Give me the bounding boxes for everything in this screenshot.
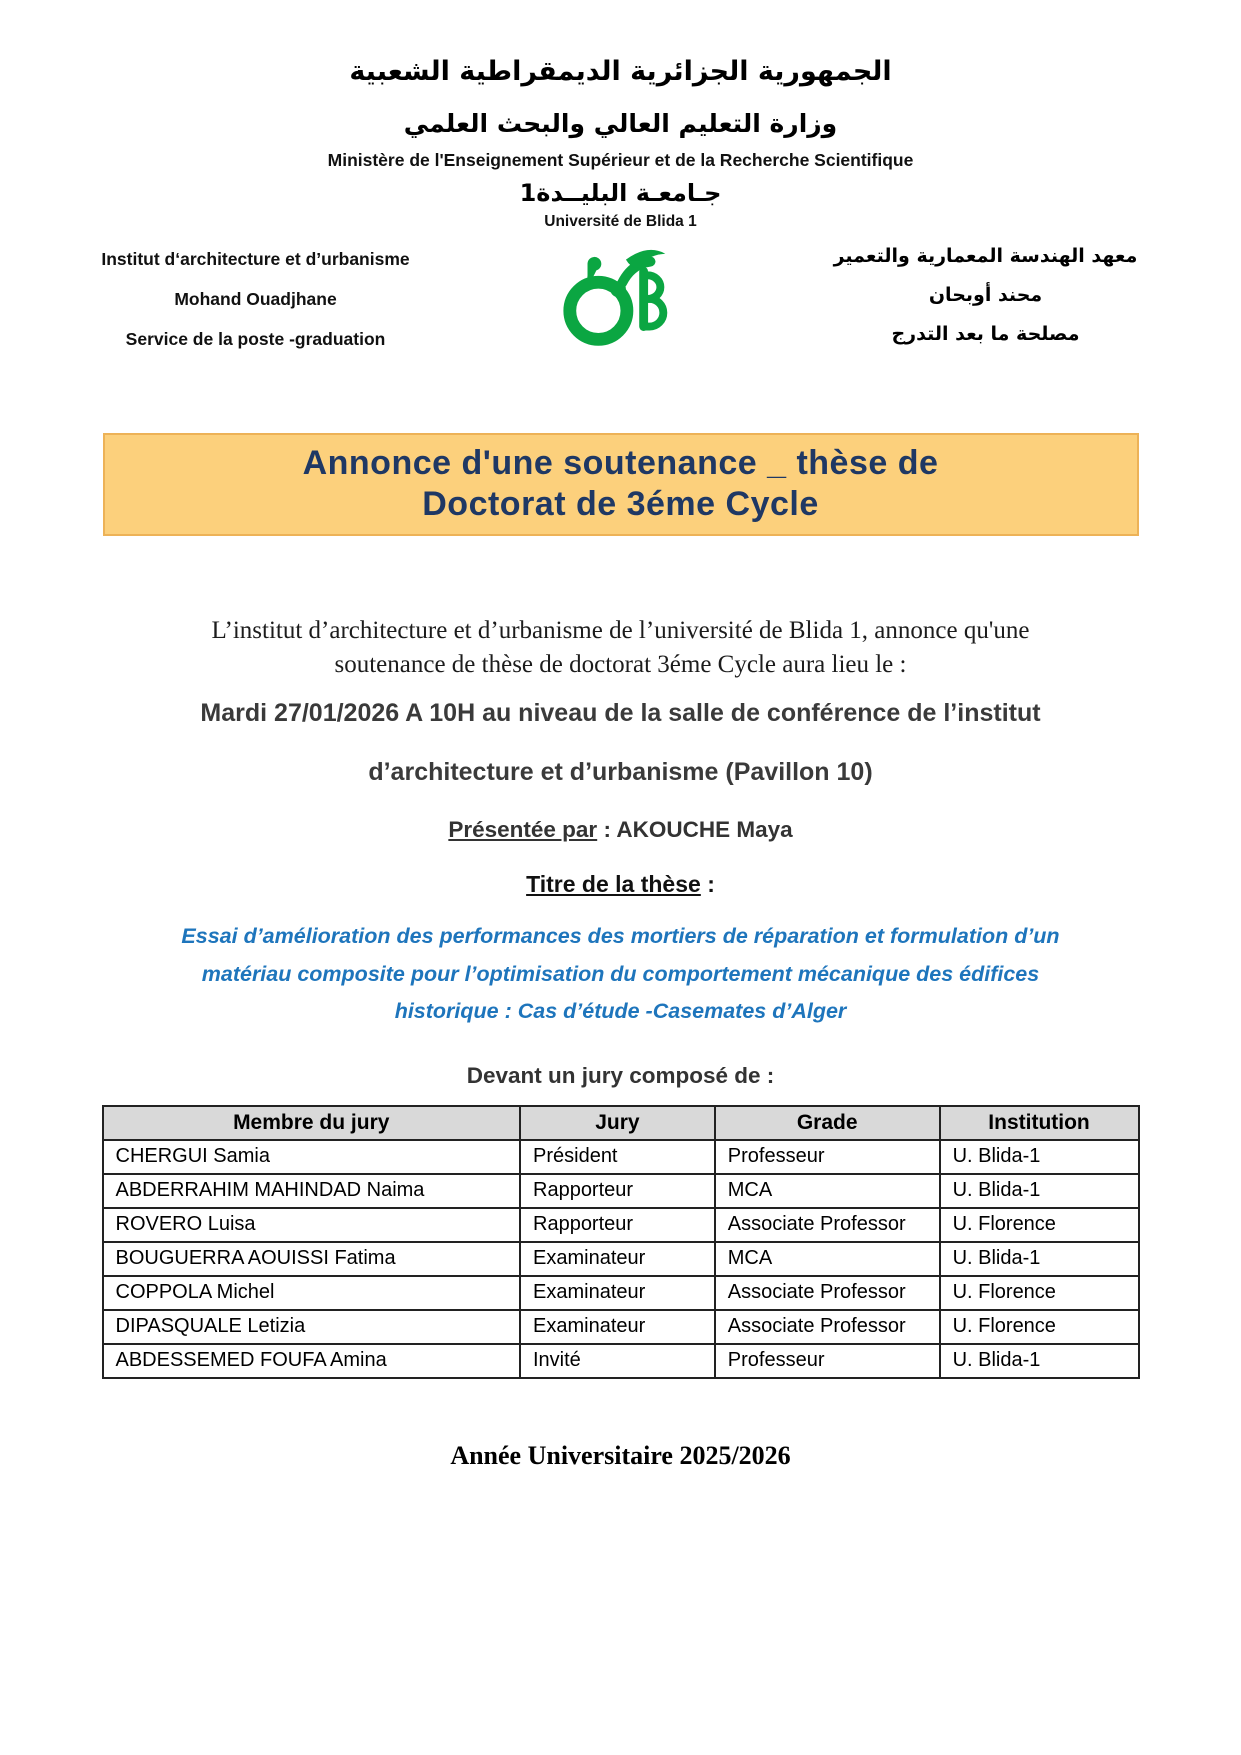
table-cell: U. Blida-1 [940, 1242, 1139, 1276]
jury-section-heading: Devant un jury composé de : [466, 1062, 775, 1088]
institute-name-fr: Institut d‘architecture et d’urbanisme [101, 249, 410, 269]
table-header-cell: Grade [715, 1106, 940, 1140]
table-cell: Invité [520, 1344, 715, 1378]
thesis-title-line2: matériau composite pour l’optimisation du comportement mécanique des édifices [201, 961, 1040, 986]
presented-by-line [0, 817, 1241, 843]
table-cell: CHERGUI Samia [103, 1140, 521, 1174]
academic-year-footer: Année Universitaire 2025/2026 [450, 1440, 791, 1470]
table-cell: U. Blida-1 [940, 1344, 1139, 1378]
intro-line1: L’institut d’architecture et d’urbanisme de l’université de Blida 1, annonce qu'une [211, 616, 1030, 644]
table-cell: U. Florence [940, 1276, 1139, 1310]
organisation-header-row [36, 237, 1206, 369]
table-cell: BOUGUERRA AOUISSI Fatima [103, 1242, 521, 1276]
intro-line2: soutenance de thèse de doctorat 3éme Cycle aura lieu le : [334, 651, 907, 679]
table-row [103, 1140, 1139, 1174]
table-cell: DIPASQUALE Letizia [103, 1310, 521, 1344]
jury-table [102, 1105, 1140, 1379]
table-cell: MCA [715, 1242, 940, 1276]
institute-person-ar: محند أوبحان [928, 284, 1043, 306]
table-cell: Examinateur [520, 1276, 715, 1310]
thesis-title-heading [0, 871, 1241, 898]
table-cell: Professeur [715, 1344, 940, 1378]
announcement-banner [103, 433, 1139, 536]
table-cell: ABDESSEMED FOUFA Amina [103, 1344, 521, 1378]
university-logo [476, 237, 766, 364]
jury-table-body [103, 1140, 1139, 1378]
table-cell: Président [520, 1140, 715, 1174]
ministry-fr-line: Ministère de l'Enseignement Supérieur et de la Recherche Scientifique [327, 150, 914, 170]
table-header-cell: Membre du jury [103, 1106, 521, 1140]
table-header-cell: Institution [940, 1106, 1139, 1140]
table-cell: ROVERO Luisa [103, 1208, 521, 1242]
table-cell: Examinateur [520, 1310, 715, 1344]
intro-paragraph [0, 614, 1241, 683]
table-cell: Professeur [715, 1140, 940, 1174]
table-row [103, 1276, 1139, 1310]
banner-title-line1: Annonce d'une soutenance _ thèse de [302, 444, 939, 482]
institute-name-ar: معهد الهندسة المعمارية والتعمير [833, 245, 1138, 267]
thesis-title-label: Titre de la thèse [526, 870, 701, 897]
defense-location-line: d’architecture et d’urbanisme (Pavillon 10) [368, 757, 873, 786]
table-cell: Associate Professor [715, 1310, 940, 1344]
table-cell: Associate Professor [715, 1276, 940, 1310]
table-cell: U. Florence [940, 1310, 1139, 1344]
table-cell: U. Florence [940, 1208, 1139, 1242]
table-cell: Examinateur [520, 1242, 715, 1276]
institute-block-fr [36, 237, 476, 369]
institute-person-fr: Mohand Ouadjhane [174, 289, 337, 309]
table-row [103, 1344, 1139, 1378]
table-cell: Rapporteur [520, 1208, 715, 1242]
table-header-cell: Jury [520, 1106, 715, 1140]
thesis-title [0, 918, 1241, 1031]
table-cell: COPPOLA Michel [103, 1276, 521, 1310]
arabic-ministry-line: وزارة التعليم العالي والبحث العلمي [403, 109, 838, 138]
table-row [103, 1174, 1139, 1208]
postgraduation-service-fr: Service de la poste -graduation [125, 329, 386, 349]
table-cell: ABDERRAHIM MAHINDAD Naima [103, 1174, 521, 1208]
table-cell: Rapporteur [520, 1174, 715, 1208]
banner-title-line2: Doctorat de 3éme Cycle [422, 485, 819, 524]
table-header-row [103, 1106, 1139, 1140]
thesis-title-colon: : [700, 870, 715, 897]
presented-by-label: Présentée par [448, 816, 598, 842]
table-row [103, 1208, 1139, 1242]
university-fr-line: Université de Blida 1 [544, 213, 697, 230]
candidate-name: : AKOUCHE Maya [597, 816, 793, 842]
blida-university-logo-icon [557, 237, 685, 364]
table-row [103, 1310, 1139, 1344]
table-cell: Associate Professor [715, 1208, 940, 1242]
thesis-title-line3: historique : Cas d’étude -Casemates d’Alger [394, 999, 847, 1024]
arabic-republic-line: الجمهورية الجزائرية الديمقراطية الشعبية [349, 56, 892, 87]
table-cell: U. Blida-1 [940, 1140, 1139, 1174]
institute-block-ar [766, 237, 1206, 362]
table-row [103, 1242, 1139, 1276]
table-cell: U. Blida-1 [940, 1174, 1139, 1208]
thesis-title-line1: Essai d’amélioration des performances des mortiers de réparation et formulation d’un [181, 923, 1060, 948]
postgraduation-service-ar: مصلحة ما بعد التدرج [891, 323, 1080, 345]
defense-datetime-line: Mardi 27/01/2026 A 10H au niveau de la salle de conférence de l’institut [200, 698, 1041, 727]
arabic-university-line: جـامعـة البليــدة1 [519, 179, 722, 207]
table-cell: MCA [715, 1174, 940, 1208]
